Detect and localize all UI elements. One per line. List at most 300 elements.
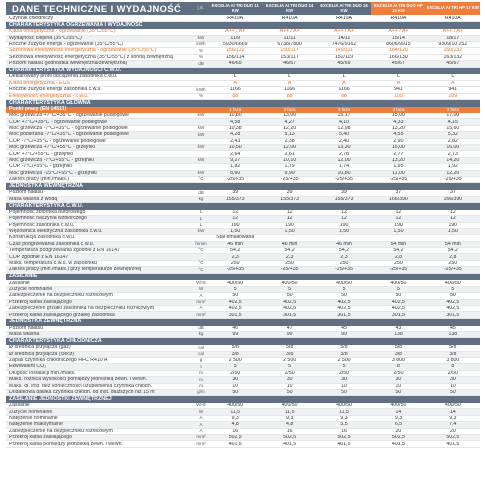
value-cell: 2,3 [340,254,348,260]
value-cell: 2 500 [283,358,297,364]
value-cell: 5 [288,286,292,292]
value-cell: 46 [232,325,239,331]
value-cell: 4,8 [231,422,239,428]
value-cell: 138 [448,332,458,338]
value-cell: 402,5 [337,299,351,305]
value-cell: 4,8 [286,422,294,428]
value-cell: 4,27 [284,119,295,125]
row-label: Maks. różnica wysokości pomiędzy jednostką zewn. i wewn. [9,377,148,383]
model-header: EXCELIA AI TRI DUO 16 KW [317,2,371,15]
value-cell: 4,15 [447,119,458,125]
spec-table-body [6,16,480,448]
value-cell: 109 [448,93,458,99]
value-cell: 1,92 [447,164,458,170]
row-label: Poziom hałasu [9,325,44,331]
value-cell: -25/+35 [335,177,353,183]
value-cell: 7476/9162 [331,42,357,48]
row-unit: kW [197,125,205,131]
value-cell: 4,55 [393,132,404,138]
value-cell: L [451,74,455,80]
value-cell: 400/50 [336,403,352,409]
value-cell: 2/50 [393,370,404,376]
row-unit: mm² [196,440,206,446]
value-cell: A [451,80,455,86]
value-cell: 5930/6669 [222,42,248,48]
value-cell: 46 min [227,241,243,247]
row-unit: dB [198,189,204,195]
value-cell: 5 [342,286,346,292]
value-cell: A++ / A+ [225,29,246,35]
value-cell: 400/50 [336,280,352,286]
value-cell: 20 [395,428,402,434]
row-label: Konstrukcja zasobnika c.w.u. [9,235,76,241]
row-unit: A [199,292,203,298]
value-cell: 46 min [281,241,298,247]
value-cell: 2/50 [230,370,241,376]
value-cell: 46 min [336,241,352,247]
value-cell: 5/8 [286,345,294,351]
value-cell: -25/+35 [280,267,299,273]
value-cell: 3 faza [392,106,405,112]
value-cell: R410A [390,16,407,22]
value-cell: 6738/7800 [277,42,302,48]
value-cell: 17,00 [446,113,460,119]
value-cell: 250 [285,260,294,266]
value-cell: 12 [232,209,239,215]
value-cell: 45 [449,325,456,331]
row-label: COP -7°C/+55°C - grzejniki [9,164,72,170]
value-cell: L [342,74,346,80]
value-cell: 54,2 [230,248,241,254]
row-unit: kW [197,157,205,163]
row-unit: kg [198,195,204,201]
value-cell: 400/50 [281,403,298,409]
value-cell: 12 [286,216,293,222]
value-cell: 301,5 [283,312,297,318]
value-cell: A [233,80,237,86]
row-unit: A [199,421,203,427]
value-cell: 155/373 [225,196,245,202]
value-cell: 8 [396,364,400,370]
row-unit: kW [197,169,205,175]
value-cell: A++ / A+ [333,29,355,35]
value-cell: 2,8 [394,254,403,260]
value-cell: 12,98 [337,125,351,131]
value-cell: 301,5 [228,312,242,318]
row-label: Moc pobierana -7°C/+35°C - ogrzewanie podłogowe [9,132,129,138]
row-unit: kWh [196,86,206,92]
value-cell: 9,3 [394,415,403,421]
value-cell: 39 [286,190,293,196]
value-cell: 3 800 [391,358,405,364]
value-cell: 1,50 [338,229,350,235]
row-label: Dodatkowa dawka czynnika chłodn. od inst. dłuższych niż 15 m [9,390,155,395]
value-cell: 12 [341,216,347,222]
row-label: Czas podgrzewania zasobnika c.w.u. [9,241,95,247]
value-cell: 5/8 [394,345,403,351]
row-unit: kW [197,131,205,137]
value-cell: 12 [286,209,293,215]
row-label: Natężenie nominalne [9,415,58,421]
value-cell: 3/8 [394,351,403,357]
row-label: Ekwiwalent CO₂ [9,364,47,370]
value-cell: 1,74 [338,164,350,170]
value-cell: 16 [341,428,347,434]
value-cell: 10,80 [337,170,351,176]
value-cell: 10,50 [228,145,242,151]
section-header: CHARAKTERYSTYKA CHŁODNICZA [6,338,480,345]
row-label: Maks. dł. inst. bez konieczności uzupełnienia czynnika chłodn. [9,383,153,389]
row-unit: cal [198,344,204,350]
value-cell: 11,00 [392,170,405,176]
value-cell: 2,61 [284,151,295,157]
value-cell: 13,20 [391,125,405,131]
value-cell: 1,79 [284,164,295,170]
value-cell: L [288,74,292,80]
value-cell: 46/67 [283,61,297,67]
value-cell: 50 [232,293,239,299]
value-cell: 401,5 [283,441,297,447]
value-cell: 2,73 [447,151,458,157]
value-cell: 88 [341,93,347,99]
value-cell: R410A [227,16,244,22]
row-unit: g/m [197,389,205,395]
row-label: Masa własna [9,332,40,338]
row-label: Zużycie nominalne [9,409,53,415]
value-cell: 50 [341,293,347,299]
row-unit: dB [198,60,204,66]
row-label: Przekrój kabla zasilającego grzałkę zasobnika [9,312,115,318]
section-header: ZASILANIE JEDNOSTKI ZEWNĘTRZNEJ [6,396,480,403]
value-cell: 9,3 [449,415,457,421]
value-cell: 45/67 [446,61,460,67]
row-label: Zapas czynnika chłodniczego HFC R410 A [9,358,108,364]
section-header: JEDNOSTKA ZEWNĘTRZNA [6,319,480,326]
value-cell: -25/+35 [280,177,299,183]
value-cell: 250 [230,260,240,266]
value-cell: 45 [341,325,347,331]
row-unit: kW [197,34,205,40]
row-label: Ø średnica przyłącza (gaz) [9,345,71,351]
value-cell: R410A [281,16,298,22]
value-cell: 10 [449,383,456,389]
value-cell: 13,20 [391,157,405,163]
row-unit: kg [198,331,204,337]
value-cell: 9,3 [286,415,294,421]
value-cell: 10,10 [283,157,297,163]
value-cell: 164/120 [389,48,408,54]
value-cell: 5 [288,364,292,370]
value-cell: 166/390 [389,196,408,202]
value-cell: 400/50 [444,280,461,286]
value-cell: 400/50 [227,403,244,409]
value-cell: 11/11 [283,35,296,41]
row-label: Wężownica elektryczna zasobnika c.w.u. [9,229,103,235]
value-cell: 2,90 [393,138,404,144]
value-cell: 88 [232,93,239,99]
value-cell: Stal emaliowana [216,235,255,241]
row-unit: °C [198,266,204,272]
value-cell: 4,33 [393,119,404,125]
value-cell: -25/+35 [443,267,462,273]
value-cell: R410A [336,16,352,22]
row-label: Roczne zużycie energii zasobnika c.w.u. [9,87,102,93]
row-label: Sezonowa efektywność energetyczna - ogrzewanie (35°C/55°C) [9,48,157,54]
value-cell: 15,00 [391,113,405,119]
value-cell: 15,17 [337,113,351,119]
row-label: Pojemność zbiornika buforowego [9,209,86,215]
model-header: EXCELIA AI TRI DUO HP 15 KW [371,2,425,15]
value-cell: 502,5 [446,435,460,441]
value-cell: 5 [396,286,400,292]
value-cell: 1166 [284,87,296,93]
value-cell: A [396,80,401,86]
row-label: Przekrój kabla zasilającego [9,435,72,441]
value-cell: 20 [449,428,456,434]
value-cell: 50 [449,390,456,395]
row-label: COP zgodnie z EN 16147 [9,254,69,260]
row-unit: °C [198,247,204,253]
value-cell: 2/50 [284,370,295,376]
value-cell: 11/9 [230,35,241,41]
value-cell: 2,8 [449,254,457,260]
row-label: Pojemność naczynia wzbiorczego [9,216,87,222]
value-cell: 10 [232,383,239,389]
value-cell: 138 [394,332,403,338]
value-cell: 11,5 [284,409,295,415]
row-label: Moc grzewcza -15°C/+55°C - grzejniki [9,170,97,176]
row-unit: W [198,286,204,292]
row-label: Przekrój kabla zasilającego [9,299,72,305]
page-title: DANE TECHNICZNE I WYDAJNOŚĆ [6,2,194,15]
value-cell: 156/114 [226,54,245,60]
value-cell: 5,13 [284,132,295,138]
value-cell: A++ / A+ [388,29,409,35]
value-cell: 160/132 [443,48,463,54]
value-cell: 13,30 [337,145,351,151]
row-unit: mm² [196,434,206,440]
value-cell: 190 [285,222,294,228]
value-cell: 1,82 [230,164,241,170]
value-cell: 2,82 [447,138,458,144]
row-unit: kW [197,112,205,118]
value-cell: 30 [341,377,347,383]
row-label: Masa własna z wodą [9,196,58,202]
value-cell: 11,5 [230,409,241,415]
row-label: COP +7°C/+55°C - grzejniki [9,151,74,157]
value-cell: 12 [395,216,402,222]
row-label: COP +7°C/+35°C - ogrzewanie podłogowe [9,119,108,125]
value-cell: 5 [451,286,455,292]
value-cell: 5,5 [340,422,348,428]
value-cell: 54,2 [393,248,404,254]
value-cell: 3 faza [338,106,350,112]
value-cell: 12,20 [446,170,460,176]
value-cell: 43 [395,325,402,331]
row-label: Poziom hałasu [9,190,44,196]
value-cell: 402,5 [391,299,405,305]
value-cell: R410A [444,16,461,22]
value-cell: 12,00 [283,145,297,151]
value-cell: 155/373 [280,196,299,202]
value-cell: 45/67 [391,61,405,67]
row-label: Zakres pracy (min./maks.) [9,177,69,183]
value-cell: 15/14 [391,35,405,41]
value-cell: 50 [341,390,347,395]
value-cell: A++ / A+ [442,29,463,35]
row-label: Punkt pracy (EN 14511) [9,106,67,113]
row-unit: % [198,92,204,98]
value-cell: 54,2 [338,248,350,254]
value-cell: 5 [342,364,346,370]
row-unit: °C [198,176,204,182]
value-cell: 10 [286,383,293,389]
value-cell: 15,00 [391,145,405,151]
row-unit: m [199,376,203,382]
value-cell: -25/+35 [443,177,462,183]
value-cell: 50 [286,293,293,299]
unit-column-header: j.m. [194,2,208,15]
value-cell: 3 faza [446,106,459,112]
value-cell: 8,60 [230,170,241,176]
row-label: Zabezpieczenie grzałki zasobnika na bezpieczniku różnicowym [9,306,155,312]
value-cell: 4,58 [230,119,241,125]
value-cell: -25/+35 [389,267,408,273]
row-label: Moc grzewcza +7°C/+35°C - ogrzewanie podłogowe [9,113,130,119]
value-cell: 3/8 [286,351,294,357]
value-cell: 50 [232,390,239,395]
row-unit: L [199,221,203,227]
value-cell: 402,5 [446,306,460,312]
table-header [6,2,480,15]
value-cell: 401,5 [228,441,242,447]
value-cell: 37 [449,190,456,196]
value-cell: 54,2 [447,248,458,254]
value-cell: 5 [233,364,237,370]
value-cell: L [396,74,400,80]
value-cell: 5/8 [340,345,348,351]
value-cell: 2,64 [230,151,241,157]
value-cell: 99 [232,332,239,338]
value-cell: 109 [394,93,403,99]
value-cell: 402,5 [391,306,405,312]
value-cell: 402,5 [446,299,460,305]
section-header: CHARAKTERYSTYKA WYDAJNOŚCI C.W.U. [6,68,480,75]
section-header: ZASILANIE [6,274,480,281]
value-cell: 54 min [445,241,461,247]
value-cell: 8 [451,364,455,370]
value-cell: A++ / A+ [279,29,300,35]
value-cell: 18/17 [446,35,460,41]
value-cell: 5,40 [338,132,350,138]
model-header: EXCELIA AI TRI DUO 11 KW [208,2,262,15]
value-cell: 2/50 [338,370,350,376]
value-cell: 156/122 [225,48,245,54]
row-label: Klasa energetyczna - ogrzewanie (35°C/55°C) [9,29,116,35]
row-unit: L [199,209,203,215]
value-cell: 88 [286,93,293,99]
value-cell: 301,5 [446,312,460,318]
value-cell: 10,38 [228,125,242,131]
value-cell: 4,28 [230,132,241,138]
value-cell: 1166 [229,87,241,93]
value-cell: 1,50 [393,229,404,235]
value-cell: 2,77 [393,151,404,157]
value-cell: 3 800 [446,358,460,364]
model-header: EXCELIA AI TRI HP 17 KW [426,2,480,15]
value-cell: -25/+35 [335,267,353,273]
row-unit: kW [197,228,205,234]
value-cell: 14 [449,409,456,415]
row-label: Poziom hałasu (jednostka wewnętrzna/zewnętrzna) [9,61,128,67]
row-label: Moc grzewcza +7°C/+55°C - grzejniki [9,145,96,151]
row-unit: m [199,370,203,376]
value-cell: 502,5 [228,435,242,441]
row-unit: °C [198,260,204,266]
row-label: Długość instalacji min./maks. [9,370,76,376]
row-unit: W [198,408,204,414]
value-cell: 401,5 [337,441,351,447]
row-label: COP -7°C/+35°C - ogrzewanie podłogowe [9,138,106,144]
value-cell: 5/8 [231,345,239,351]
value-cell: 190 [394,222,403,228]
value-cell: 402,5 [337,306,351,312]
value-cell: 15,60 [446,125,460,131]
value-cell: 50 [395,390,402,395]
value-cell: 3/8 [340,351,348,357]
value-cell: 4,10 [338,119,350,125]
value-cell: 54 min [390,241,407,247]
value-cell: 3/8 [231,351,239,357]
value-cell: 1,50 [447,229,458,235]
value-cell: 9,3 [231,415,239,421]
value-cell: 7,4 [449,422,457,428]
value-cell: 2,3 [286,254,294,260]
value-cell: 2 500 [228,358,242,364]
model-header: EXCELIA AI TRI DUO 14 KW [262,2,316,15]
value-cell: 400/50 [390,403,407,409]
value-cell: 1 faza [229,106,242,112]
row-label: Zużycie nominalne [9,286,53,292]
value-cell: 10 [395,383,402,389]
row-label: Czynnik chłodniczy [9,16,54,22]
value-cell: 12 [341,209,347,215]
value-cell: A [287,80,292,86]
row-label: Klasa energetyczna - ECS [9,80,70,86]
value-cell: 45/69 [337,61,351,67]
value-cell: 9,27 [230,157,241,163]
value-cell: 401,5 [391,441,405,447]
row-label: Maks. temperatura c.w.u. w zasobniku [9,260,97,266]
value-cell: 14/11 [337,35,351,41]
value-cell: 401,5 [446,441,460,447]
value-cell: 99 [341,332,347,338]
value-cell: 941 [394,87,403,93]
value-cell: 30 [232,377,239,383]
value-cell: 12 [449,209,456,215]
row-label: Zakres pracy (min./maks.) przy temperaturze zewnętrznej [9,267,142,273]
value-cell: 2 500 [337,358,351,364]
row-label: Deklarowany profil obciążenia zasobnika c.w.u. [9,74,118,80]
row-label: Temperatura podgrzewania zgodnie z EN 16147 [9,248,121,254]
value-cell: 50 [286,390,293,395]
value-cell: 400/50 [281,280,298,286]
value-cell: 1,95 [393,164,404,170]
value-cell: 941 [448,87,458,93]
value-cell: 2,38 [284,138,295,144]
section-header: JEDNOSTKA WEWNĘTRZNA [6,183,480,190]
value-cell: 5/8 [449,345,457,351]
